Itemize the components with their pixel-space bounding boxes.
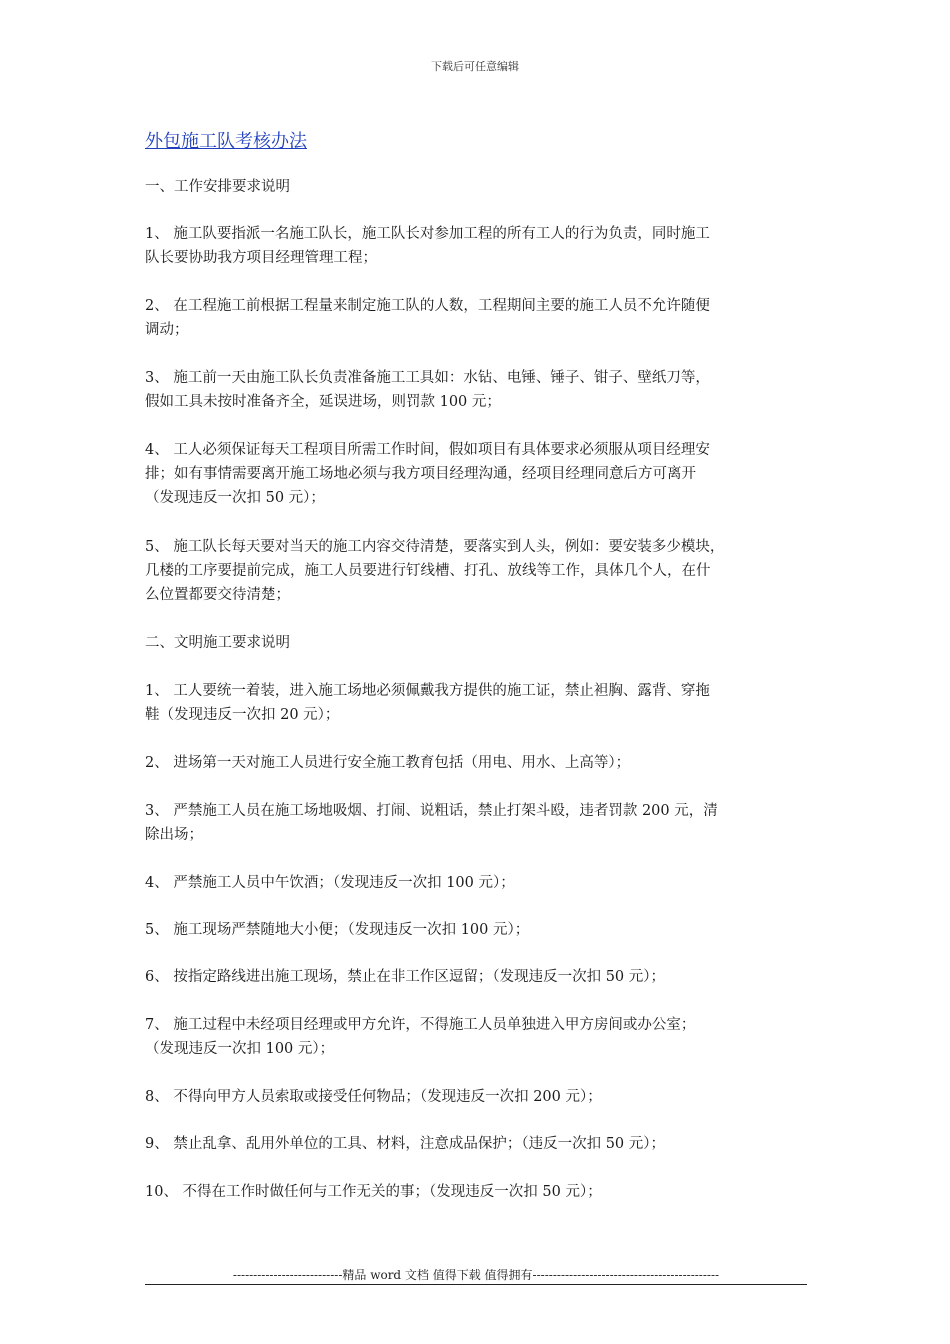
section2-item-3-line-1: 3、 严禁施工人员在施工场地吸烟、打闹、说粗话，禁止打架斗殴，违者罚款 200 元，清 <box>145 803 718 819</box>
footer-rule <box>145 1284 807 1285</box>
section2-item-5: 5、 施工现场严禁随地大小便；（发现违反一次扣 100 元）； <box>145 922 530 938</box>
section1-heading: 一、工作安排要求说明 <box>145 179 290 195</box>
section1-item-2-line-2: 调动； <box>145 322 189 338</box>
section2-heading: 二、文明施工要求说明 <box>145 635 290 651</box>
section1-item-1-line-1: 1、 施工队要指派一名施工队长，施工队长对参加工程的所有工人的行为负责，同时施工 <box>145 226 710 242</box>
section1-item-4-line-3: （发现违反一次扣 50 元）； <box>145 490 325 506</box>
section1-item-4-line-1: 4、 工人必须保证每天工程项目所需工作时间，假如项目有具体要求必须服从项目经理安 <box>145 442 710 458</box>
section2-item-2: 2、 进场第一天对施工人员进行安全施工教育包括（用电、用水、上高等）； <box>145 755 631 771</box>
section1-item-3-line-2: 假如工具未按时准备齐全，延误进场，则罚款 100 元； <box>145 394 501 410</box>
section1-item-5-line-1: 5、 施工队长每天要对当天的施工内容交待清楚，要落实到人头，例如：要安装多少模块， <box>145 539 725 555</box>
section1-item-2-line-1: 2、 在工程施工前根据工程量来制定施工队的人数，工程期间主要的施工人员不允许随便 <box>145 298 710 314</box>
section2-item-3-line-2: 除出场； <box>145 827 203 843</box>
section2-item-4: 4、 严禁施工人员中午饮酒；（发现违反一次扣 100 元）； <box>145 875 515 891</box>
section1-item-5-line-2: 几楼的工序要提前完成，施工人员要进行钉线槽、打孔、放线等工作，具体几个人，在什 <box>145 563 711 579</box>
section2-item-7-line-1: 7、 施工过程中未经项目经理或甲方允许，不得施工人员单独进入甲方房间或办公室； <box>145 1017 696 1033</box>
section2-item-7-line-2: （发现违反一次扣 100 元）； <box>145 1041 335 1057</box>
section2-item-1-line-2: 鞋（发现违反一次扣 20 元）； <box>145 707 340 723</box>
document-title-link[interactable]: 外包施工队考核办法 <box>145 131 307 152</box>
page-header: 下载后可任意编辑 <box>431 60 519 73</box>
section1-item-3-line-1: 3、 施工前一天由施工队长负责准备施工工具如：水钻、电锤、锤子、钳子、壁纸刀等， <box>145 370 710 386</box>
section2-item-9: 9、 禁止乱拿、乱用外单位的工具、材料，注意成品保护；（违反一次扣 50 元）； <box>145 1136 666 1152</box>
page-footer: ---------------------------精品 word 文档 值得下载 值得拥有---------------------------------------------- <box>232 1268 720 1282</box>
section2-item-8: 8、 不得向甲方人员索取或接受任何物品；（发现违反一次扣 200 元）； <box>145 1089 602 1105</box>
section2-item-1-line-1: 1、 工人要统一着装，进入施工场地必须佩戴我方提供的施工证，禁止袒胸、露背、穿拖 <box>145 683 710 699</box>
section2-item-6: 6、 按指定路线进出施工现场，禁止在非工作区逗留；（发现违反一次扣 50 元）； <box>145 969 666 985</box>
section2-item-10: 10、 不得在工作时做任何与工作无关的事；（发现违反一次扣 50 元）； <box>145 1184 602 1200</box>
section1-item-5-line-3: 么位置都要交待清楚； <box>145 587 290 603</box>
section1-item-1-line-2: 队长要协助我方项目经理管理工程； <box>145 250 377 266</box>
section1-item-4-line-2: 排；如有事情需要离开施工场地必须与我方项目经理沟通，经项目经理同意后方可离开 <box>145 466 696 482</box>
